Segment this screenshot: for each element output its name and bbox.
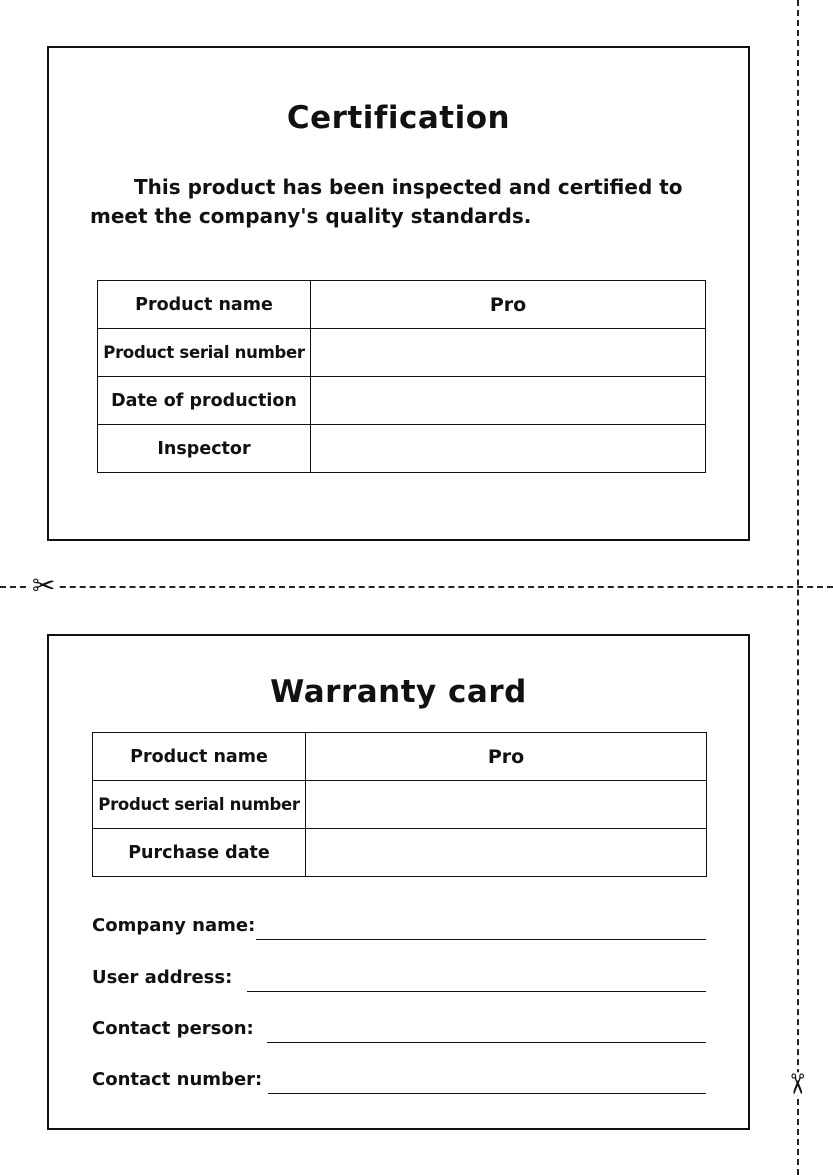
warranty-table xyxy=(92,732,707,877)
production-date-value[interactable] xyxy=(311,377,706,425)
contact-number-line[interactable] xyxy=(268,1093,706,1094)
certification-card xyxy=(47,46,750,541)
serial-number-label: Product serial number xyxy=(98,329,311,377)
product-name-label: Product name xyxy=(93,733,306,781)
product-name-value[interactable]: Pro xyxy=(311,281,706,329)
warranty-card xyxy=(47,634,750,1130)
purchase-date-label: Purchase date xyxy=(93,829,306,877)
horizontal-cut-line xyxy=(0,586,833,588)
serial-number-value[interactable] xyxy=(306,781,707,829)
certification-title: Certification xyxy=(286,100,511,136)
company-name-label: Company name: xyxy=(92,915,256,936)
warranty-title: Warranty card xyxy=(270,674,527,710)
production-date-label: Date of production xyxy=(98,377,311,425)
serial-number-value[interactable] xyxy=(311,329,706,377)
certification-table xyxy=(97,280,706,473)
table-row xyxy=(98,377,706,425)
certification-statement: This product has been inspected and certified to meet the company's quality standards. xyxy=(90,175,683,228)
table-row xyxy=(98,329,706,377)
scissors-icon: ✂ xyxy=(780,1072,814,1096)
contact-person-line[interactable] xyxy=(267,1042,706,1043)
purchase-date-value[interactable] xyxy=(306,829,707,877)
product-name-value[interactable]: Pro xyxy=(306,733,707,781)
user-address-label: User address: xyxy=(92,967,233,988)
contact-person-field xyxy=(92,1013,706,1043)
table-row xyxy=(98,425,706,473)
company-name-line[interactable] xyxy=(256,939,706,940)
user-address-field xyxy=(92,962,706,992)
product-name-label: Product name xyxy=(98,281,311,329)
table-row xyxy=(93,781,707,829)
inspector-value[interactable] xyxy=(311,425,706,473)
company-name-field xyxy=(92,910,706,940)
vertical-cut-line xyxy=(797,0,799,1175)
table-row xyxy=(93,829,707,877)
contact-number-field xyxy=(92,1064,706,1094)
table-row xyxy=(93,733,707,781)
serial-number-label: Product serial number xyxy=(93,781,306,829)
inspector-label: Inspector xyxy=(98,425,311,473)
table-row xyxy=(98,281,706,329)
contact-number-label: Contact number: xyxy=(92,1069,263,1090)
scissors-icon: ✂ xyxy=(32,569,56,602)
contact-person-label: Contact person: xyxy=(92,1018,254,1039)
user-address-line[interactable] xyxy=(247,991,706,992)
